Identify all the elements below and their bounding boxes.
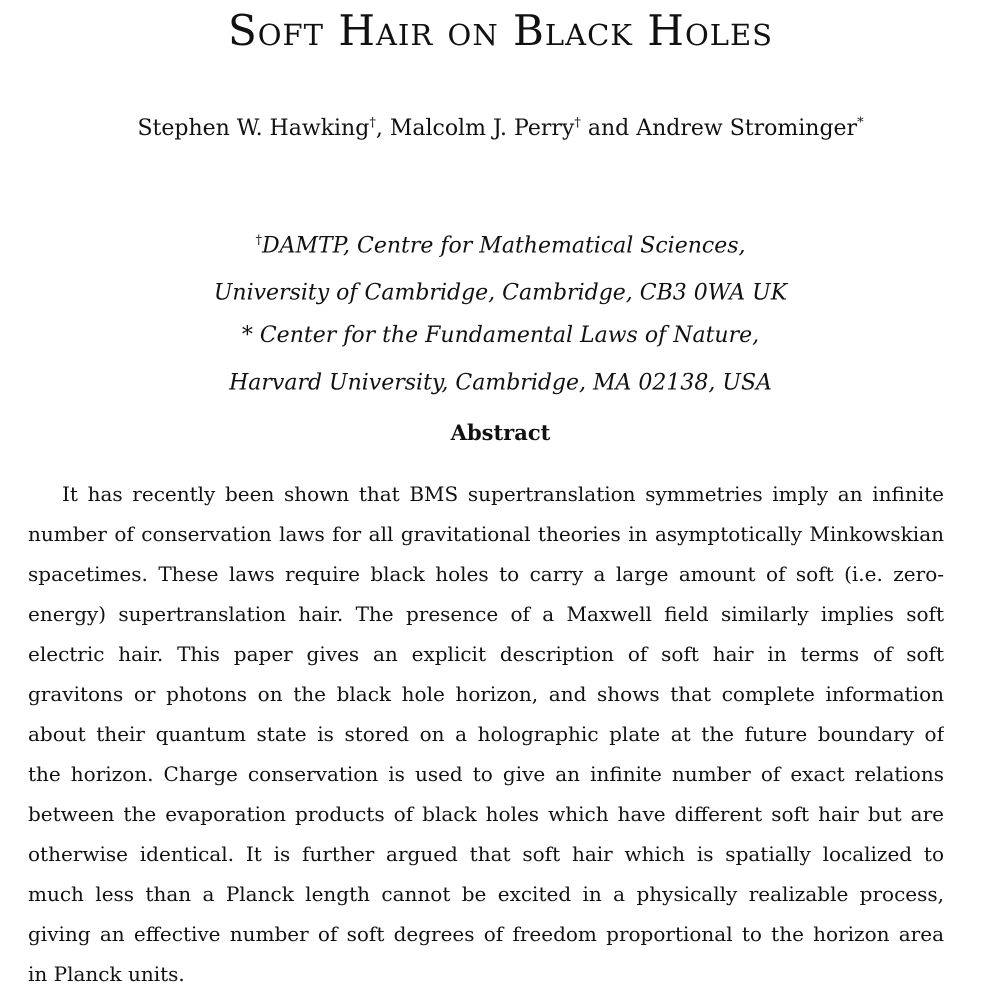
affiliation-block — [0, 220, 1001, 404]
affiliation-mark: † — [369, 116, 376, 131]
affiliation-line: †DAMTP, Centre for Mathematical Sciences, — [255, 233, 746, 259]
abstract-body — [28, 474, 944, 994]
affiliation-mark: † — [574, 116, 581, 131]
abstract-line: giving an effective number of soft degrees of freedom proportional to the horizon area — [28, 922, 944, 946]
abstract-line: spacetimes. These laws require black holes to carry a large amount of soft (i.e. zero- — [28, 562, 944, 586]
abstract-line: about their quantum state is stored on a holographic plate at the future boundary of — [28, 722, 944, 746]
abstract-line: in Planck units. — [28, 962, 185, 986]
affiliation-line: * Center for the Fundamental Laws of Nature, — [241, 322, 760, 348]
abstract-heading: Abstract — [450, 420, 551, 445]
affiliation-line: University of Cambridge, Cambridge, CB3 0WA UK — [213, 280, 788, 306]
affiliation-line: Harvard University, Cambridge, MA 02138, USA — [229, 369, 772, 395]
author: Stephen W. Hawking†, — [137, 116, 390, 142]
abstract-line: otherwise identical. It is further argued that soft hair which is spatially localized to — [28, 842, 944, 866]
abstract-line: energy) supertranslation hair. The presence of a Maxwell field similarly implies soft — [28, 602, 944, 626]
abstract-line: between the evaporation products of black holes which have different soft hair but are — [28, 802, 944, 826]
affiliation-mark: * — [857, 116, 864, 131]
abstract-line: It has recently been shown that BMS supertranslation symmetries imply an infinite — [62, 482, 944, 506]
abstract-line: number of conservation laws for all gravitational theories in asymptotically Minkowskian — [28, 522, 944, 546]
author: Malcolm J. Perry† and — [389, 116, 637, 142]
abstract-line: the horizon. Charge conservation is used to give an infinite number of exact relations — [28, 762, 944, 786]
abstract-line: much less than a Planck length cannot be excited in a physically realizable process, — [28, 882, 944, 906]
abstract-line: gravitons or photons on the black hole horizon, and shows that complete information — [28, 682, 944, 706]
author-list — [0, 116, 1001, 141]
abstract-line: electric hair. This paper gives an explicit description of soft hair in terms of soft — [28, 642, 944, 666]
author: Andrew Strominger* — [636, 116, 864, 142]
paper-title: Soft Hair on Black Holes — [227, 6, 774, 55]
